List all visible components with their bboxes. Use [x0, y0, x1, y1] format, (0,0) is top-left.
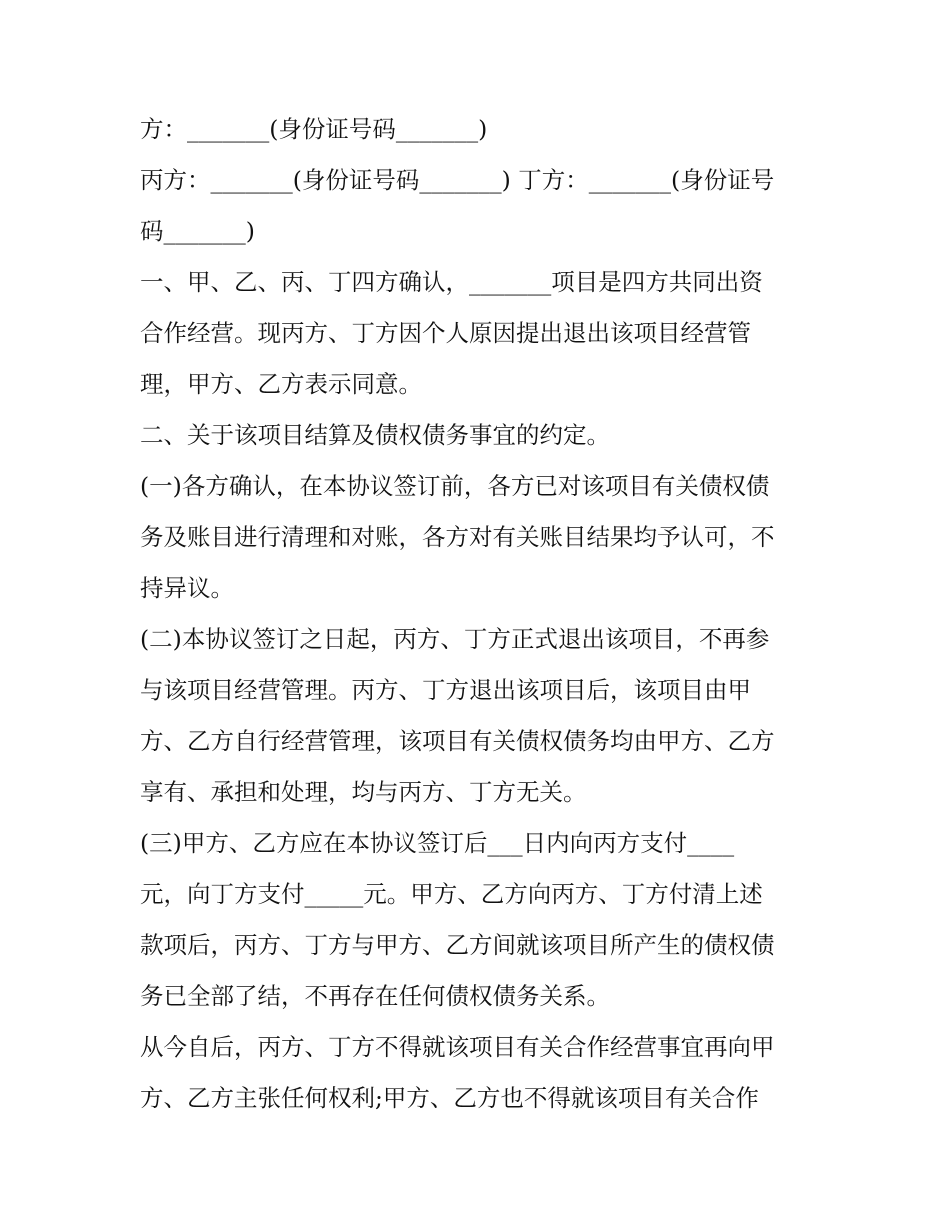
text-line: (三)甲方、乙方应在本协议签订后___日内向丙方支付____	[140, 829, 735, 857]
text-line: 持异议。	[140, 574, 234, 602]
text-line: 元，向丁方支付_____元。甲方、乙方向丙方、丁方付清上述	[140, 880, 763, 908]
text-line: (二)本协议签订之日起，丙方、丁方正式退出该项目，不再参	[140, 625, 770, 653]
text-line: 方、乙方自行经营管理，该项目有关债权债务均由甲方、乙方	[140, 727, 775, 755]
text-line: 一、甲、乙、丙、丁四方确认，_______项目是四方共同出资	[140, 268, 763, 296]
text-line: 与该项目经营管理。丙方、丁方退出该项目后，该项目由甲	[140, 676, 751, 704]
text-line: 款项后，丙方、丁方与甲方、乙方间就该项目所产生的债权债	[140, 931, 775, 959]
text-line: 二、关于该项目结算及债权债务事宜的约定。	[140, 421, 610, 449]
text-line: 方、乙方主张任何权利;甲方、乙方也不得就该项目有关合作	[140, 1084, 759, 1112]
text-line: 合作经营。现丙方、丁方因个人原因提出退出该项目经营管	[140, 319, 751, 347]
text-line: 享有、承担和处理，均与丙方、丁方无关。	[140, 778, 587, 806]
text-line: 理，甲方、乙方表示同意。	[140, 370, 422, 398]
text-line: 从今自后，丙方、丁方不得就该项目有关合作经营事宜再向甲	[140, 1033, 775, 1061]
text-line: 务已全部了结，不再存在任何债权债务关系。	[140, 982, 610, 1010]
text-line: 务及账目进行清理和对账，各方对有关账目结果均予认可，不	[140, 523, 775, 551]
text-line: (一)各方确认，在本协议签订前，各方已对该项目有关债权债	[140, 472, 770, 500]
text-line: 方：_______(身份证号码_______)	[140, 115, 488, 143]
text-line: 码_______)	[140, 217, 255, 245]
text-line: 丙方：_______(身份证号码_______) 丁方：_______(身份证号	[140, 166, 775, 194]
document-page	[140, 104, 820, 1124]
